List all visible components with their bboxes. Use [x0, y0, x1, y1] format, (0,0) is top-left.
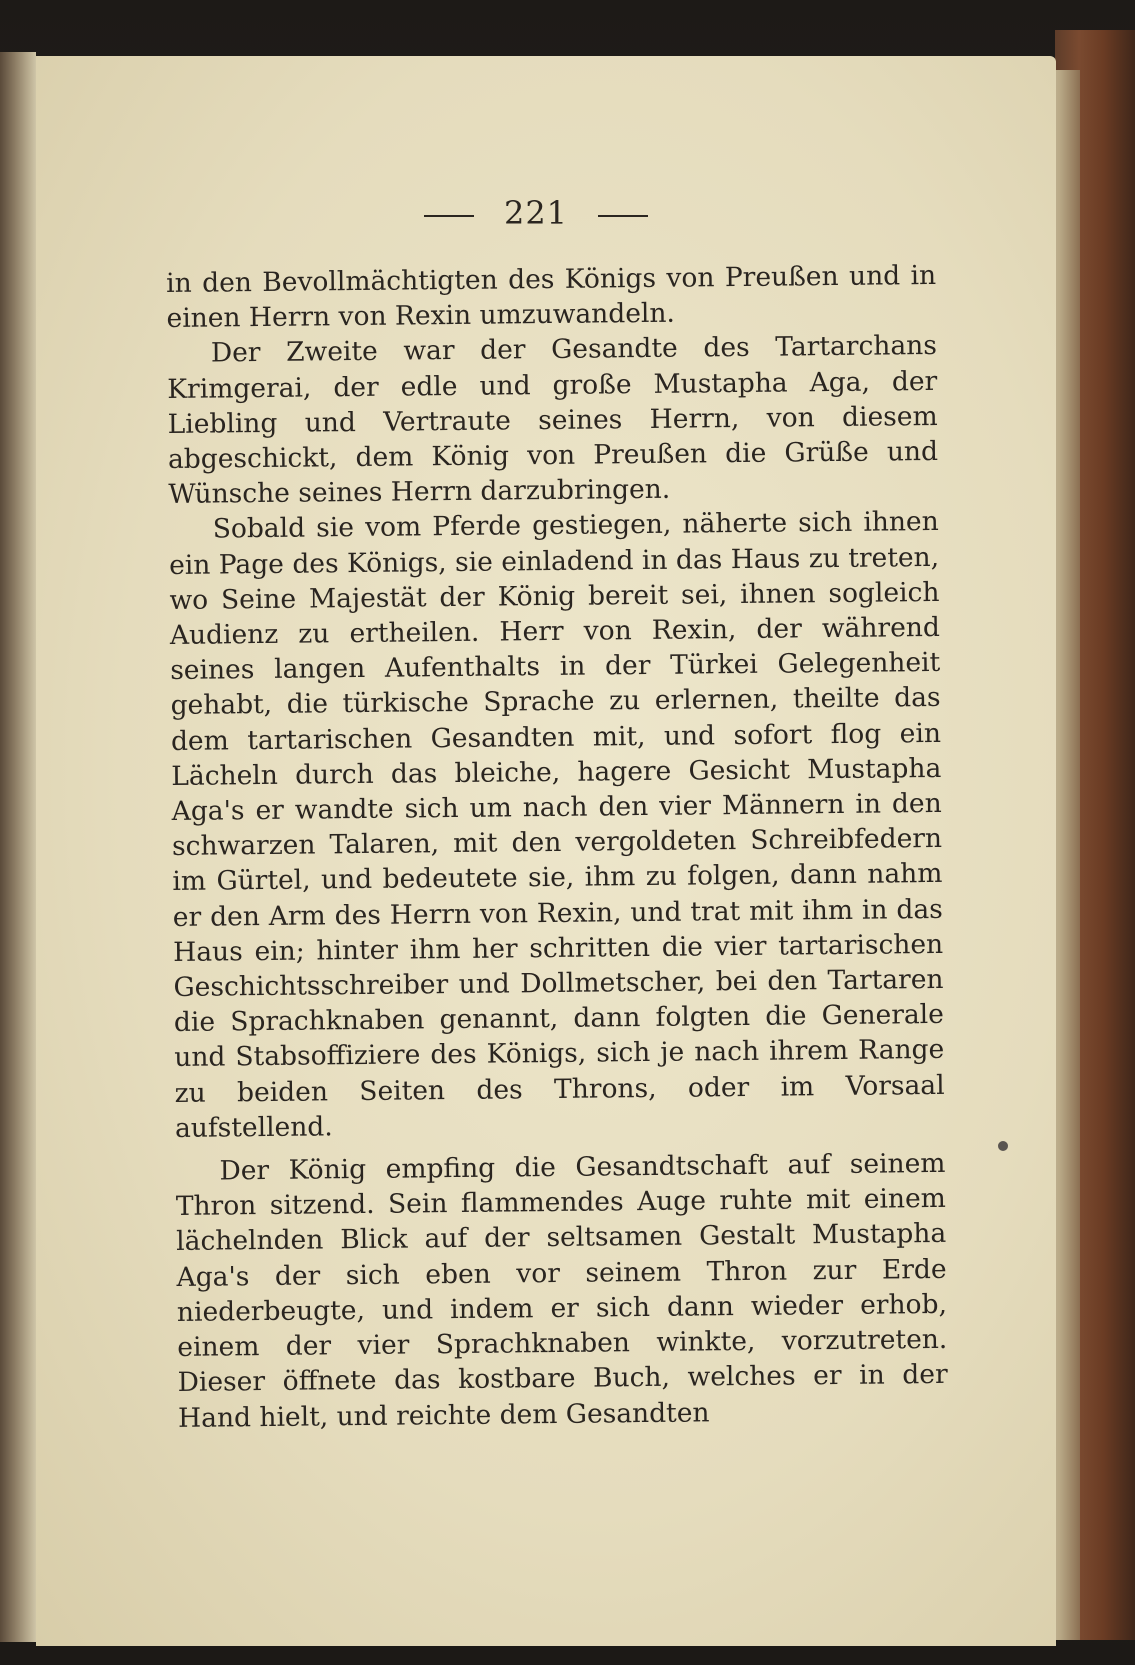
paragraph-1: in den Bevollmächtigten des Königs von Preußen und in einen Herrn von Rexin umzuwandeln. [166, 259, 937, 335]
left-page-edge [0, 52, 36, 1642]
paragraph-4: Der König empfing die Gesandtschaft auf seinem Thron sitzend. Sein flammendes Auge ruhte mit einem lächelnden Blick auf der seltsamen Gestalt Mustapha Aga's der sich eben vor seinem Thron zur Erde niederbeugte, und indem er sich dann wieder erhob, einem der vier Sprachknaben winkte, vorzutreten. Dieser öffnete das kostbare Buch, welches er in der Hand hielt, und reichte dem Gesandten [175, 1147, 948, 1434]
book-page [36, 56, 1056, 1646]
header-dash-left [424, 215, 474, 217]
body-text [166, 258, 948, 1436]
paragraph-3: Sobald sie vom Pferde gestiegen, näherte sich ihnen ein Page des Königs, sie einladend in das Haus zu treten, wo Seine Majestät der König bereit sei, ihnen sogleich Audienz zu ertheilen. Herr von Rexin, der während seines langen Aufenthalts in der Türkei Gelegenheit gehabt, die türkische Sprache zu erlernen, theilte das dem tartarischen Gesandten mit, und sofort flog ein Lächeln durch das bleiche, hagere Gesicht Mustapha Aga's er wandte sich um nach den vier Männern in den schwarzen Talaren, mit den vergoldeten Schreibfedern im Gürtel, und bedeutete sie, ihm zu folgen, dann nahm er den Arm des Herrn von Rexin, und trat mit ihm in das Haus ein; hinter ihm her schritten die vier tartarischen Geschichtsschreiber und Dollmetscher, bei den Tartaren die Sprachknaben genannt, dann folgten die Generale und Stabsoffiziere des Königs, sich je nach ihrem Range zu beiden Seiten des Throns, oder im Vorsaal aufstellend. [168, 506, 945, 1144]
page-header [36, 194, 1036, 232]
header-dash-right [598, 215, 648, 217]
paragraph-2: Der Zweite war der Gesandte des Tartarchans Krimgerai, der edle und große Mustapha Aga, der Liebling und Vertraute seines Herrn, von diesem abgeschickt, dem König von Preußen die Grüße und Wünsche seines Herrn darzubringen. [167, 330, 939, 511]
page-number: 221 [503, 194, 569, 232]
ink-spot [998, 1141, 1008, 1151]
